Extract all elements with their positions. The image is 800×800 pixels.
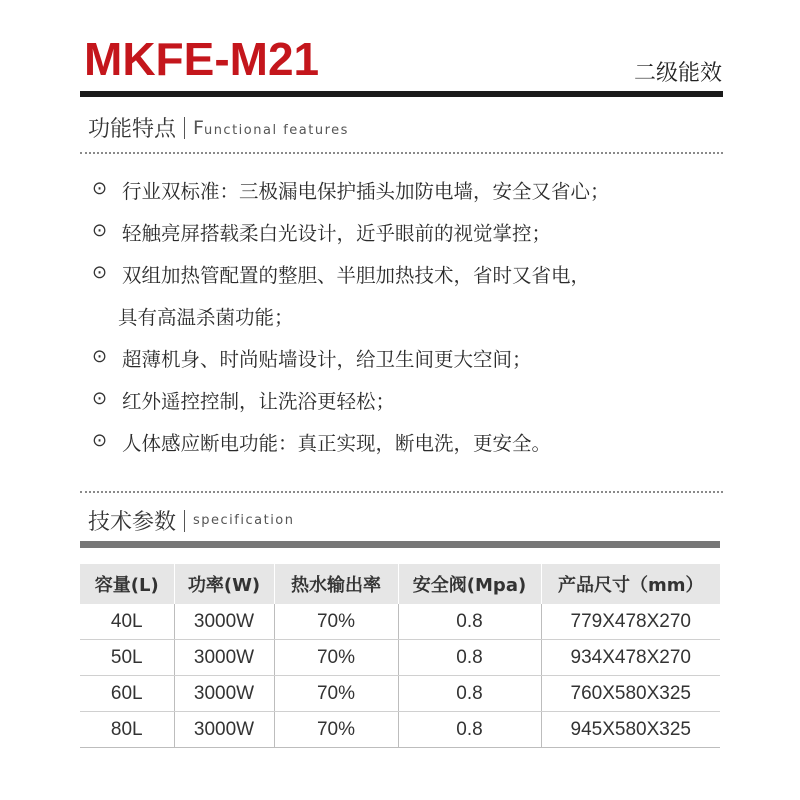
cell-safety-valve: 0.8 — [398, 640, 541, 676]
bullet-icon: ⊙ — [92, 388, 108, 409]
cell-safety-valve: 0.8 — [398, 604, 541, 640]
table-row — [80, 640, 720, 676]
table-row — [80, 712, 720, 748]
table-row — [80, 604, 720, 640]
cell-hot-water-rate: 70% — [274, 712, 398, 748]
heading-divider — [184, 510, 185, 532]
features-title-en-rest: unctional features — [203, 122, 349, 138]
cell-dimensions: 934X478X270 — [541, 640, 720, 676]
heading-divider — [184, 117, 185, 139]
feature-text: 红外遥控控制，让洗浴更轻松； — [122, 390, 396, 413]
cell-hot-water-rate: 70% — [274, 676, 398, 712]
feature-text: 双组加热管配置的整胆、半胆加热技术，省时又省电， — [122, 264, 591, 287]
feature-item — [92, 386, 732, 428]
col-header-dimensions: 产品尺寸（mm） — [541, 564, 720, 604]
cell-safety-valve: 0.8 — [398, 712, 541, 748]
spec-table — [80, 564, 720, 748]
feature-text: 具有高温杀菌功能； — [118, 306, 294, 329]
spec-heading — [88, 505, 295, 536]
feature-item — [92, 260, 732, 344]
features-title: 功能特点 — [88, 117, 177, 142]
feature-list — [92, 176, 732, 470]
spec-table-header — [80, 564, 720, 604]
energy-grade: 二级能效 — [633, 61, 722, 86]
cell-capacity: 40L — [80, 604, 174, 640]
cell-hot-water-rate: 70% — [274, 604, 398, 640]
feature-text: 轻触亮屏搭载柔白光设计，近乎眼前的视觉掌控； — [122, 222, 552, 245]
bullet-icon: ⊙ — [92, 430, 108, 451]
table-row — [80, 676, 720, 712]
cell-power: 3000W — [174, 712, 274, 748]
cell-capacity: 50L — [80, 640, 174, 676]
features-title-en-initial: F — [193, 116, 204, 139]
col-header-capacity: 容量(L) — [80, 564, 174, 604]
cell-dimensions: 945X580X325 — [541, 712, 720, 748]
features-title-en — [193, 117, 349, 139]
bullet-icon: ⊙ — [92, 178, 108, 199]
col-header-power: 功率(W) — [174, 564, 274, 604]
spec-title: 技术参数 — [88, 510, 177, 535]
spec-rule — [80, 541, 720, 548]
bullet-icon: ⊙ — [92, 262, 108, 283]
col-header-hot-water-rate: 热水输出率 — [274, 564, 398, 604]
spec-title-en: specification — [193, 513, 295, 528]
cell-safety-valve: 0.8 — [398, 676, 541, 712]
cell-dimensions: 779X478X270 — [541, 604, 720, 640]
dotted-divider-top — [80, 152, 723, 154]
bullet-icon: ⊙ — [92, 346, 108, 367]
cell-capacity: 80L — [80, 712, 174, 748]
header-rule — [80, 91, 723, 97]
model-number: MKFE-M21 — [84, 33, 320, 85]
cell-power: 3000W — [174, 604, 274, 640]
feature-item — [92, 218, 732, 260]
feature-text: 行业双标准：三极漏电保护插头加防电墙，安全又省心； — [122, 180, 610, 203]
cell-power: 3000W — [174, 640, 274, 676]
bullet-icon: ⊙ — [92, 220, 108, 241]
cell-dimensions: 760X580X325 — [541, 676, 720, 712]
feature-item — [92, 176, 732, 218]
cell-hot-water-rate: 70% — [274, 640, 398, 676]
features-heading — [88, 112, 349, 143]
dotted-divider-middle — [80, 491, 723, 493]
cell-power: 3000W — [174, 676, 274, 712]
col-header-safety-valve: 安全阀(Mpa) — [398, 564, 541, 604]
feature-item — [92, 344, 732, 386]
feature-text: 人体感应断电功能：真正实现，断电洗，更安全。 — [122, 432, 552, 455]
feature-item — [92, 428, 732, 470]
cell-capacity: 60L — [80, 676, 174, 712]
feature-text: 超薄机身、时尚贴墙设计，给卫生间更大空间； — [122, 348, 532, 371]
